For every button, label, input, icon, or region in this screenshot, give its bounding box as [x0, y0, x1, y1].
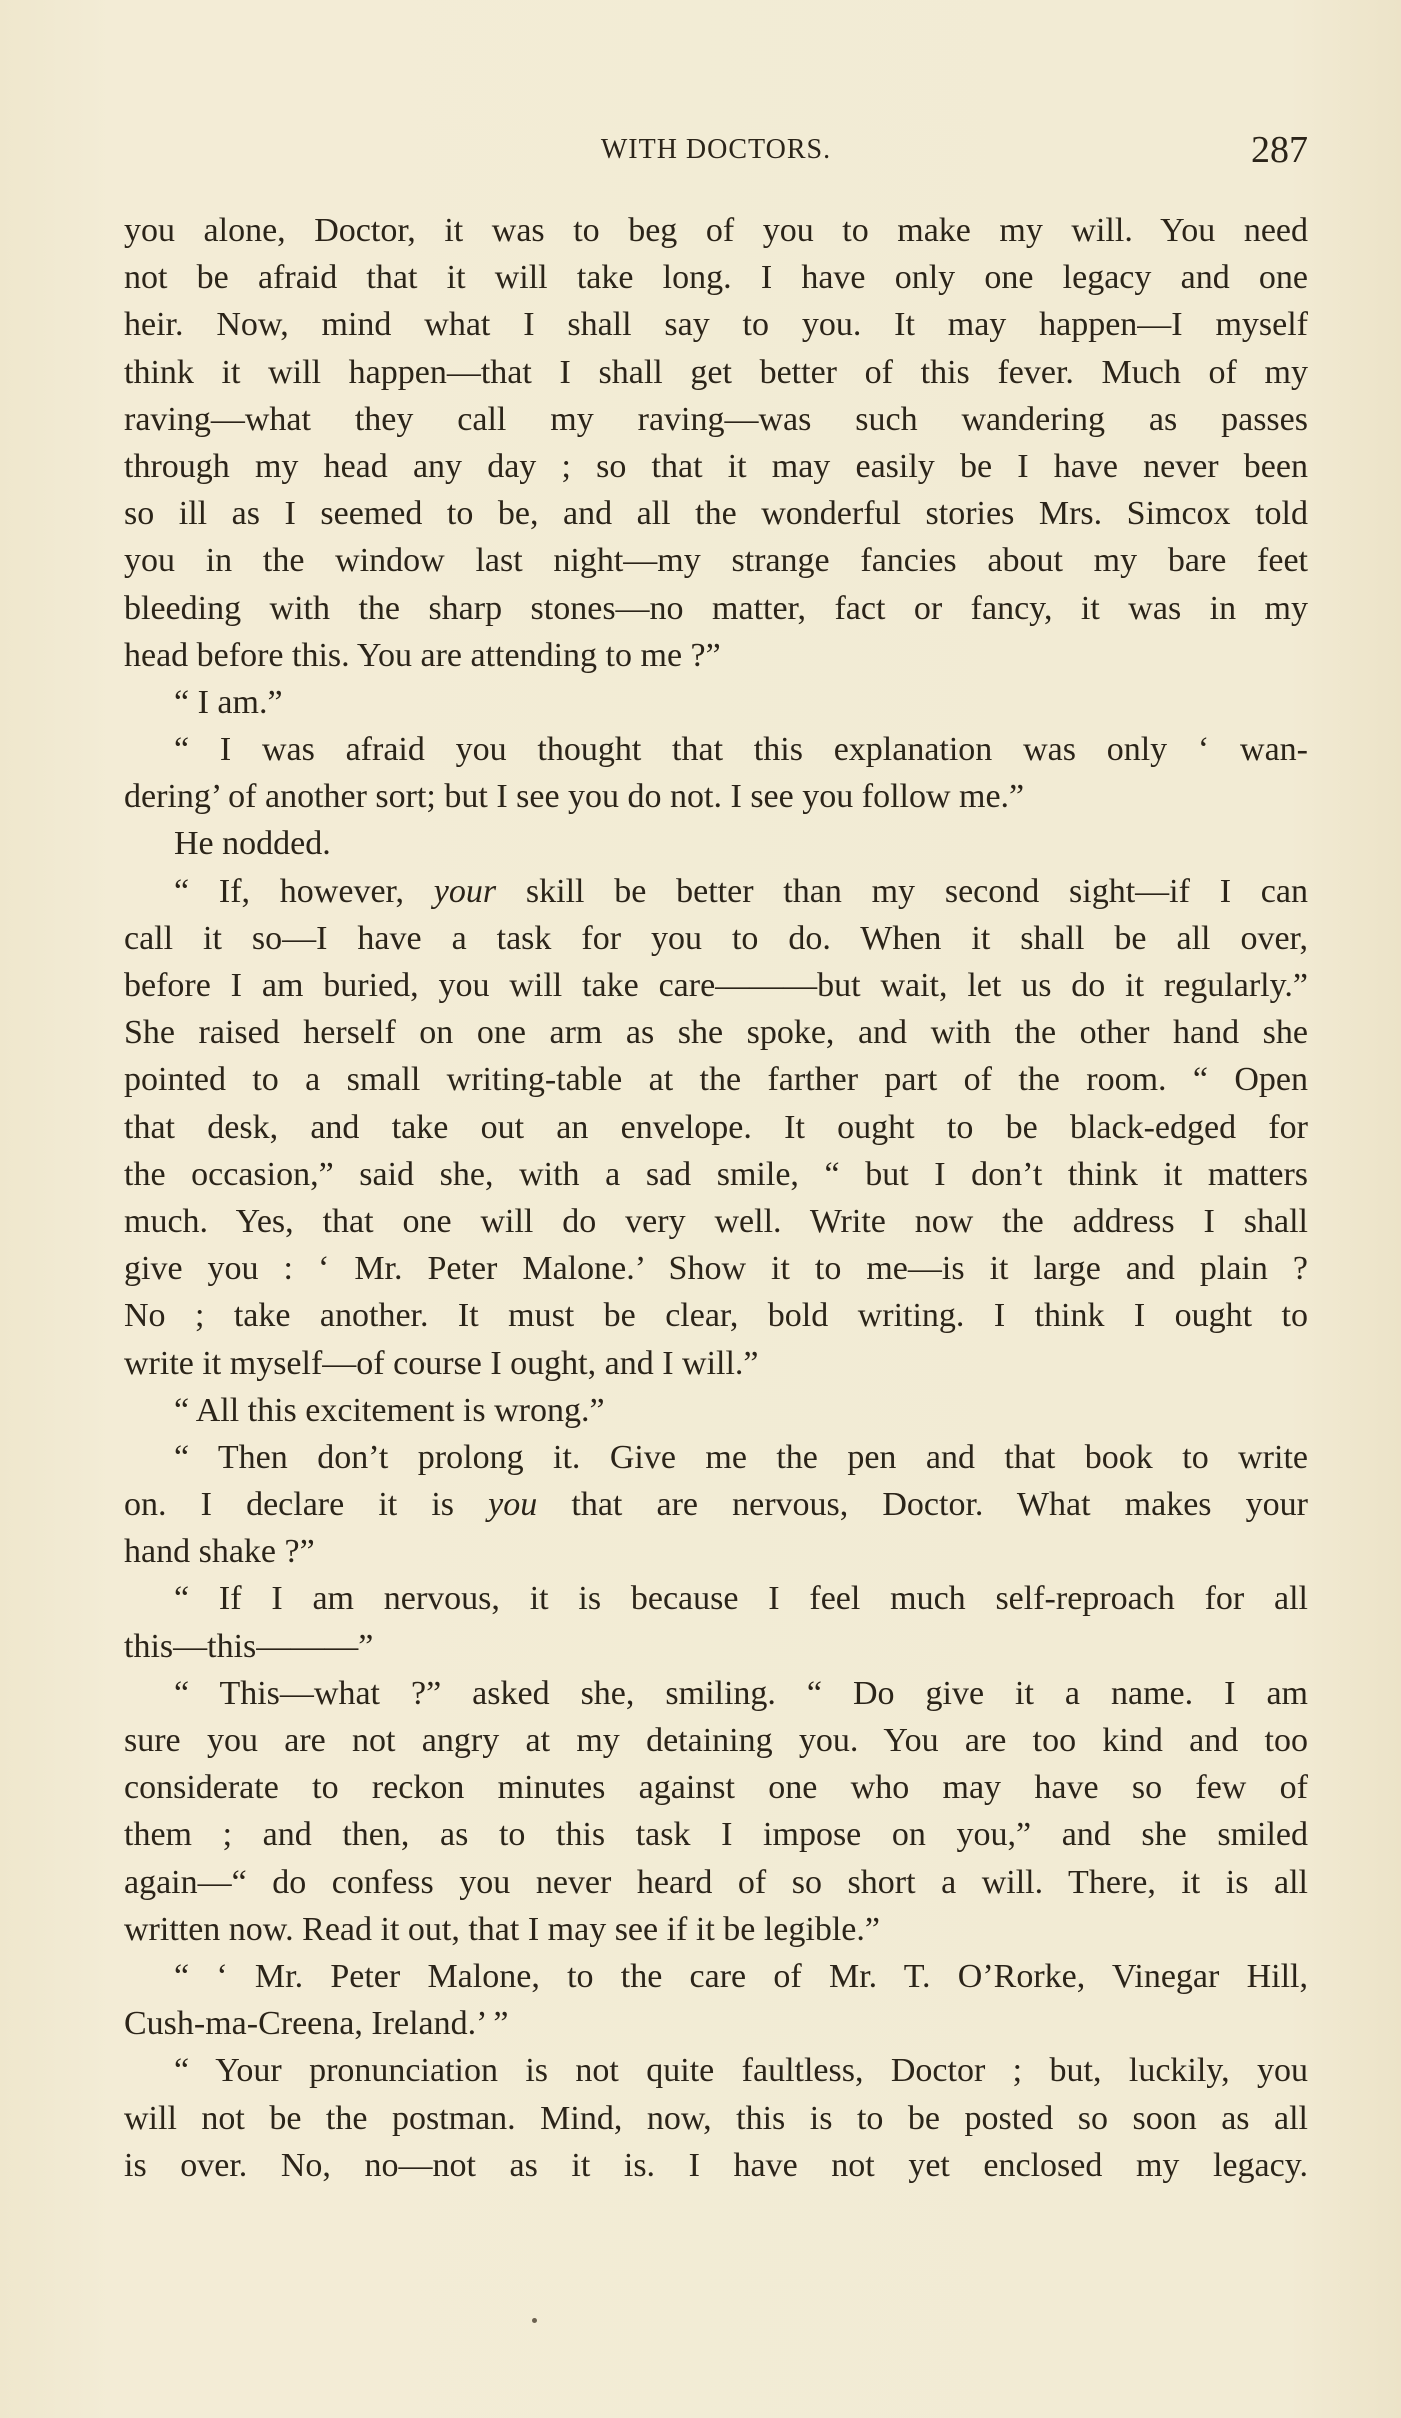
text-line: this—this———” — [124, 1627, 374, 1665]
running-title: WITH DOCTORS. — [600, 134, 832, 165]
text-line: is over. No, no—not as it is. I have not yet enclosed my legacy. — [124, 2146, 1308, 2184]
text-line: think it will happen—that I shall get better of this fever. Much of my — [124, 353, 1308, 391]
text-line: them ; and then, as to this task I impose on you,” and she smiled — [124, 1816, 1308, 1854]
text-line: on. I declare it is you that are nervous, Doctor. What makes your — [124, 1486, 1308, 1524]
text-line: not be afraid that it will take long. I have only one legacy and one — [124, 259, 1308, 297]
text-line: will not be the postman. Mind, now, this is to be posted so soon as all — [124, 2099, 1308, 2137]
text-line: bleeding with the sharp stones—no matter, fact or fancy, it was in my — [124, 589, 1308, 627]
text-line: call it so—I have a task for you to do. When it shall be all over, — [124, 919, 1308, 957]
text-line: “ Then don’t prolong it. Give me the pen and that book to write — [174, 1438, 1308, 1476]
text-line: Cush-ma-Creena, Ireland.’ ” — [124, 2005, 509, 2043]
text-line: “ This—what ?” asked she, smiling. “ Do give it a name. I am — [174, 1674, 1308, 1712]
text-line: write it myself—of course I ought, and I will.” — [124, 1344, 759, 1382]
text-line: before I am buried, you will take care———but wait, let us do it regularly.” — [124, 967, 1308, 1004]
italic-word: your — [433, 872, 497, 910]
text-line: you alone, Doctor, it was to beg of you to make my will. You need — [124, 212, 1308, 249]
text-line: the occasion,” said she, with a sad smile, “ but I don’t think it matters — [124, 1155, 1308, 1193]
italic-word: you — [488, 1486, 538, 1524]
text-line: through my head any day ; so that it may easily be I have never been — [124, 447, 1308, 485]
ink-speck — [532, 2318, 537, 2323]
text-line: give you : ‘ Mr. Peter Malone.’ Show it to me—is it large and plain ? — [124, 1250, 1308, 1288]
text-line: raving—what they call my raving—was such wandering as passes — [124, 400, 1308, 438]
text-line: “ All this excitement is wrong.” — [174, 1391, 605, 1429]
text-line: written now. Read it out, that I may see if it be legible.” — [124, 1910, 880, 1948]
text-line: dering’ of another sort; but I see you do not. I see you follow me.” — [124, 778, 1025, 816]
text-line: considerate to reckon minutes against one who may have so few of — [124, 1769, 1308, 1807]
page-number: 287 — [1251, 129, 1308, 171]
text-line: “ If I am nervous, it is because I feel much self-reproach for all — [174, 1580, 1308, 1618]
page-header — [124, 128, 1308, 178]
text-line: head before this. You are attending to me ?” — [124, 636, 721, 674]
text-line: He nodded. — [174, 825, 331, 863]
text-line: heir. Now, mind what I shall say to you. It may happen—I myself — [124, 306, 1308, 344]
text-line: “ I was afraid you thought that this explanation was only ‘ wan- — [174, 731, 1308, 769]
text-line: “ I am.” — [174, 683, 283, 721]
text-line: you in the window last night—my strange fancies about my bare feet — [124, 542, 1308, 580]
text-line: so ill as I seemed to be, and all the wonderful stories Mrs. Simcox told — [124, 495, 1308, 533]
text-line: No ; take another. It must be clear, bold writing. I think I ought to — [124, 1297, 1308, 1335]
text-line: that desk, and take out an envelope. It ought to be black-edged for — [124, 1108, 1308, 1146]
body-text — [124, 207, 1308, 2189]
text-line: much. Yes, that one will do very well. Write now the address I shall — [124, 1202, 1308, 1240]
text-line: sure you are not angry at my detaining you. You are too kind and too — [124, 1722, 1308, 1759]
text-line: She raised herself on one arm as she spoke, and with the other hand she — [124, 1014, 1308, 1052]
text-line: hand shake ?” — [124, 1533, 315, 1571]
text-line: pointed to a small writing-table at the farther part of the room. “ Open — [124, 1061, 1308, 1099]
text-line: “ ‘ Mr. Peter Malone, to the care of Mr. T. O’Rorke, Vinegar Hill, — [174, 1957, 1308, 1995]
text-line: “ Your pronunciation is not quite faultless, Doctor ; but, luckily, you — [174, 2052, 1308, 2090]
text-line: again—“ do confess you never heard of so short a will. There, it is all — [124, 1863, 1308, 1901]
text-line: “ If, however, your skill be better than my second sight—if I can — [174, 872, 1308, 910]
